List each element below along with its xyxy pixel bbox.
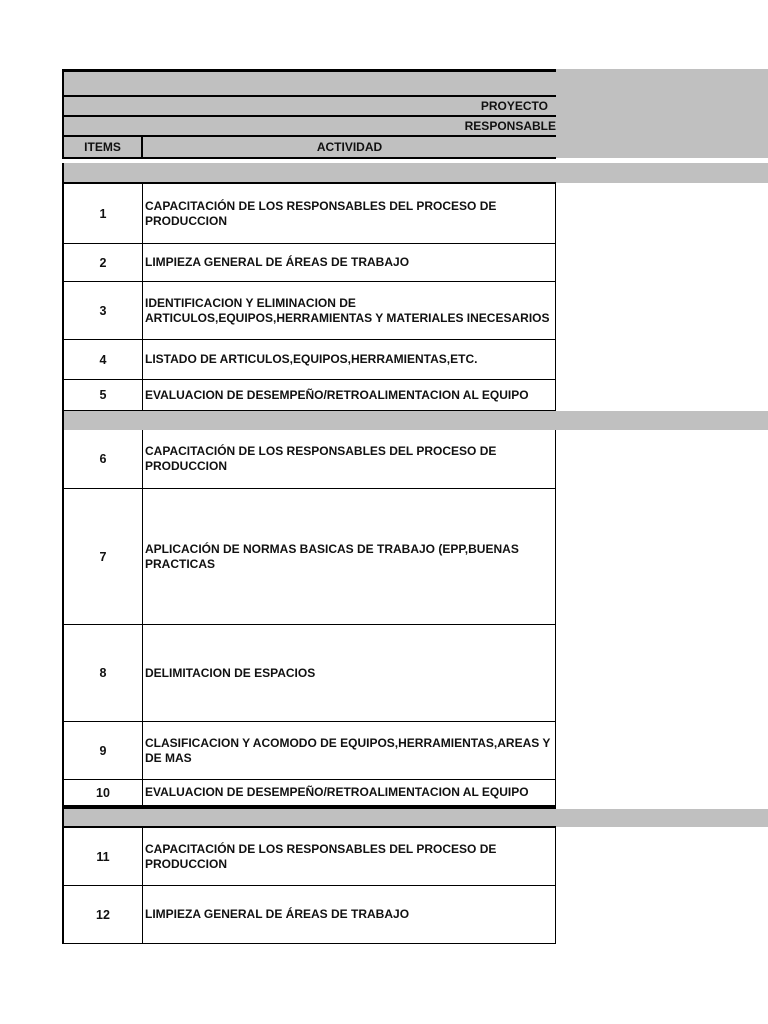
activity-cell: IDENTIFICACION Y ELIMINACION DE ARTICULOS,EQUIPOS,HERRAMIENTAS Y MATERIALES INECESARIOS	[143, 282, 556, 340]
item-number-cell: 4	[62, 340, 143, 380]
activity-cell: CAPACITACIÓN DE LOS RESPONSABLES DEL PROCESO DE PRODUCCION	[143, 430, 556, 489]
activity-cell: LISTADO DE ARTICULOS,EQUIPOS,HERRAMIENTAS,ETC.	[143, 340, 556, 380]
item-number-cell: 11	[62, 828, 143, 886]
item-number-cell: 8	[62, 625, 143, 722]
activity-cell: EVALUACION DE DESEMPEÑO/RETROALIMENTACION AL EQUIPO	[143, 780, 556, 806]
item-number-cell: 12	[62, 886, 143, 944]
responsable-label: RESPONSABLE	[464, 119, 556, 133]
header-grey-area	[556, 69, 768, 158]
activity-cell: CLASIFICACION Y ACOMODO DE EQUIPOS,HERRAMIENTAS,AREAS Y DE MAS	[143, 722, 556, 780]
item-number-cell: 6	[62, 430, 143, 489]
section-separator	[62, 809, 768, 827]
item-number-cell: 3	[62, 282, 143, 340]
proyecto-label: PROYECTO	[480, 99, 548, 113]
activity-cell: DELIMITACION DE ESPACIOS	[143, 625, 556, 722]
activity-cell: CAPACITACIÓN DE LOS RESPONSABLES DEL PROCESO DE PRODUCCION	[143, 184, 556, 244]
actividad-header	[143, 137, 556, 159]
actividad-header-label: ACTIVIDAD	[316, 140, 383, 154]
activity-cell: APLICACIÓN DE NORMAS BASICAS DE TRABAJO (EPP,BUENAS PRACTICAS	[143, 489, 556, 625]
activity-cell: LIMPIEZA GENERAL DE ÁREAS DE TRABAJO	[143, 886, 556, 944]
item-number-cell: 9	[62, 722, 143, 780]
item-number-cell: 5	[62, 380, 143, 411]
item-number-cell: 1	[62, 184, 143, 244]
item-number-cell: 2	[62, 244, 143, 282]
activity-cell: EVALUACION DE DESEMPEÑO/RETROALIMENTACION AL EQUIPO	[143, 380, 556, 411]
section-separator	[62, 163, 768, 183]
responsable-row	[62, 117, 556, 137]
section-separator	[62, 411, 768, 430]
item-number-cell: 7	[62, 489, 143, 625]
activity-cell: CAPACITACIÓN DE LOS RESPONSABLES DEL PROCESO DE PRODUCCION	[143, 828, 556, 886]
items-header-label: ITEMS	[84, 140, 121, 154]
items-header	[62, 137, 143, 159]
activity-cell: LIMPIEZA GENERAL DE ÁREAS DE TRABAJO	[143, 244, 556, 282]
item-number-cell: 10	[62, 780, 143, 806]
title-band	[62, 69, 556, 97]
proyecto-row	[62, 97, 556, 117]
